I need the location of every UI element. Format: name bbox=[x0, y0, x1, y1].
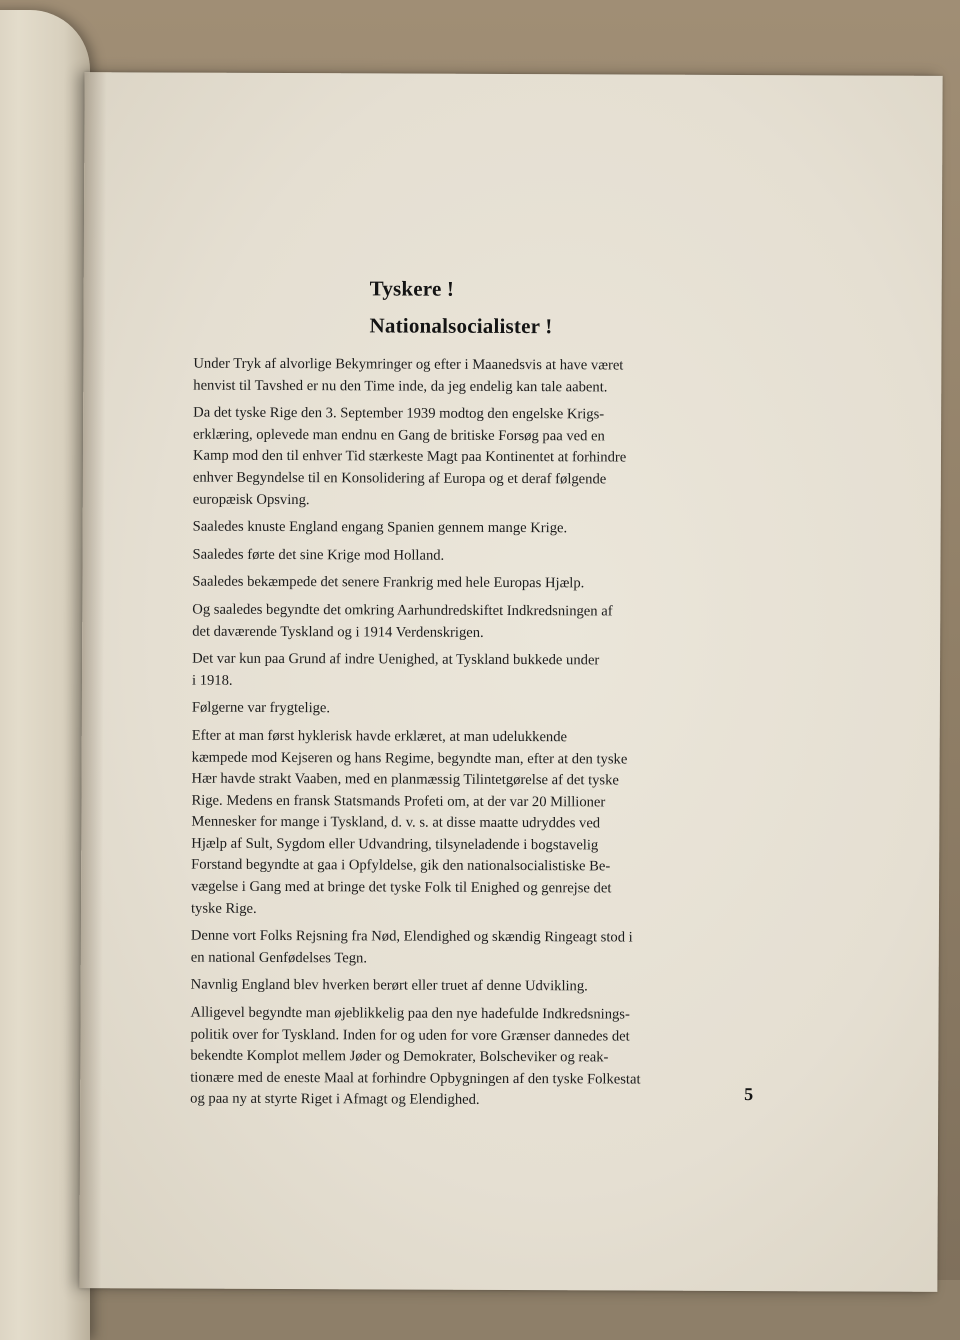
paragraph bbox=[193, 544, 758, 568]
text-line: Hjælp af Sult, Sygdom eller Udvandring, tilsyneladende i bogstavelig bbox=[191, 835, 599, 854]
text-line: Det var kun paa Grund af indre Uenighed, at Tyskland bukkede under bbox=[192, 650, 600, 669]
paragraph bbox=[192, 572, 757, 596]
page-number: 5 bbox=[744, 1084, 754, 1105]
text-line: tionære med de eneste Maal at forhindre Opbygningen af den tyske Folkestat bbox=[190, 1069, 641, 1088]
paragraph bbox=[193, 354, 758, 400]
text-line: henvist til Tavshed er nu den Time inde, da jeg endelig kan tale aabent. bbox=[193, 377, 608, 396]
text-line: Saaledes førte det sine Krige mod Holland. bbox=[192, 546, 445, 564]
text-line: Hær havde strakt Vaaben, med en planmæssig Tilintetgørelse af det tyske bbox=[191, 770, 619, 789]
book-page bbox=[79, 72, 942, 1292]
text-line: Navnlig England blev hverken berørt eller truet af denne Udvikling. bbox=[190, 977, 588, 995]
text-line: politik over for Tyskland. Inden for og uden for vore Grænser dannedes det bbox=[190, 1026, 630, 1045]
left-page-edge bbox=[0, 10, 90, 1340]
heading-nationalsocialister: Nationalsocialister ! bbox=[369, 313, 553, 339]
paragraph bbox=[191, 975, 756, 999]
paragraph bbox=[192, 600, 757, 646]
paragraph bbox=[191, 926, 756, 972]
text-line: Under Tryk af alvorlige Bekymringer og efter i Maanedsvis at have været bbox=[193, 355, 624, 374]
text-line: Efter at man først hyklerisk havde erklæret, at man udelukkende bbox=[191, 727, 568, 746]
paragraph bbox=[190, 1003, 755, 1113]
text-line: tyske Rige. bbox=[190, 900, 257, 917]
text-line: i 1918. bbox=[191, 672, 233, 689]
text-line: Saaledes bekæmpede det senere Frankrig med hele Europas Hjælp. bbox=[192, 573, 585, 592]
text-line: Alligevel begyndte man øjeblikkelig paa den nye hadefulde Indkredsnings- bbox=[190, 1004, 630, 1023]
text-line: bekendte Komplot mellem Jøder og Demokrater, Bolscheviker og reak- bbox=[190, 1047, 609, 1066]
text-line: enhver Begyndelse til en Konsolidering af Europa og et deraf følgende bbox=[192, 469, 607, 488]
text-line: erklæring, oplevede man endnu en Gang de britiske Forsøg paa ved en bbox=[193, 426, 605, 445]
text-line: Og saaledes begyndte det omkring Aarhundredskiftet Indkredsningen af bbox=[192, 601, 613, 620]
gutter-shadow bbox=[79, 72, 106, 1288]
text-line: Rige. Medens en fransk Statsmands Profeti om, at der var 20 Millioner bbox=[191, 792, 606, 811]
text-line: en national Genfødelses Tegn. bbox=[190, 949, 368, 967]
heading-tyskere: Tyskere ! bbox=[369, 276, 455, 301]
text-line: europæisk Opsving. bbox=[192, 491, 310, 508]
text-line: Følgerne var frygtelige. bbox=[191, 699, 331, 717]
text-line: og paa ny at styrte Riget i Afmagt og Elendighed. bbox=[190, 1091, 480, 1109]
text-line: Da det tyske Rige den 3. September 1939 modtog den engelske Krigs- bbox=[193, 404, 605, 423]
body-text bbox=[190, 354, 758, 1119]
paragraph bbox=[193, 517, 758, 541]
paragraph bbox=[193, 403, 758, 513]
paragraph bbox=[192, 698, 757, 722]
text-line: Forstand begyndte at gaa i Opfyldelse, gik den nationalsocialistiske Be- bbox=[191, 857, 611, 875]
text-line: kæmpede mod Kejseren og hans Regime, begyndte man, efter at den tyske bbox=[191, 749, 628, 768]
text-line: Saaledes knuste England engang Spanien gennem mange Krige. bbox=[192, 518, 568, 537]
text-line: det daværende Tyskland og i 1914 Verdenskrigen. bbox=[192, 623, 484, 641]
text-line: Kamp mod den til enhver Tid stærkeste Magt paa Kontinentet at forhindre bbox=[192, 447, 627, 466]
text-line: Denne vort Folks Rejsning fra Nød, Elendighed og skændig Ringeagt stod i bbox=[190, 927, 633, 946]
text-line: Mennesker for mange i Tyskland, d. v. s. at disse maatte udryddes ved bbox=[191, 813, 601, 832]
text-line: vægelse i Gang med at bringe det tyske Folk til Enighed og genrejse det bbox=[191, 878, 612, 897]
paragraph bbox=[192, 649, 757, 695]
paragraph bbox=[191, 726, 757, 923]
